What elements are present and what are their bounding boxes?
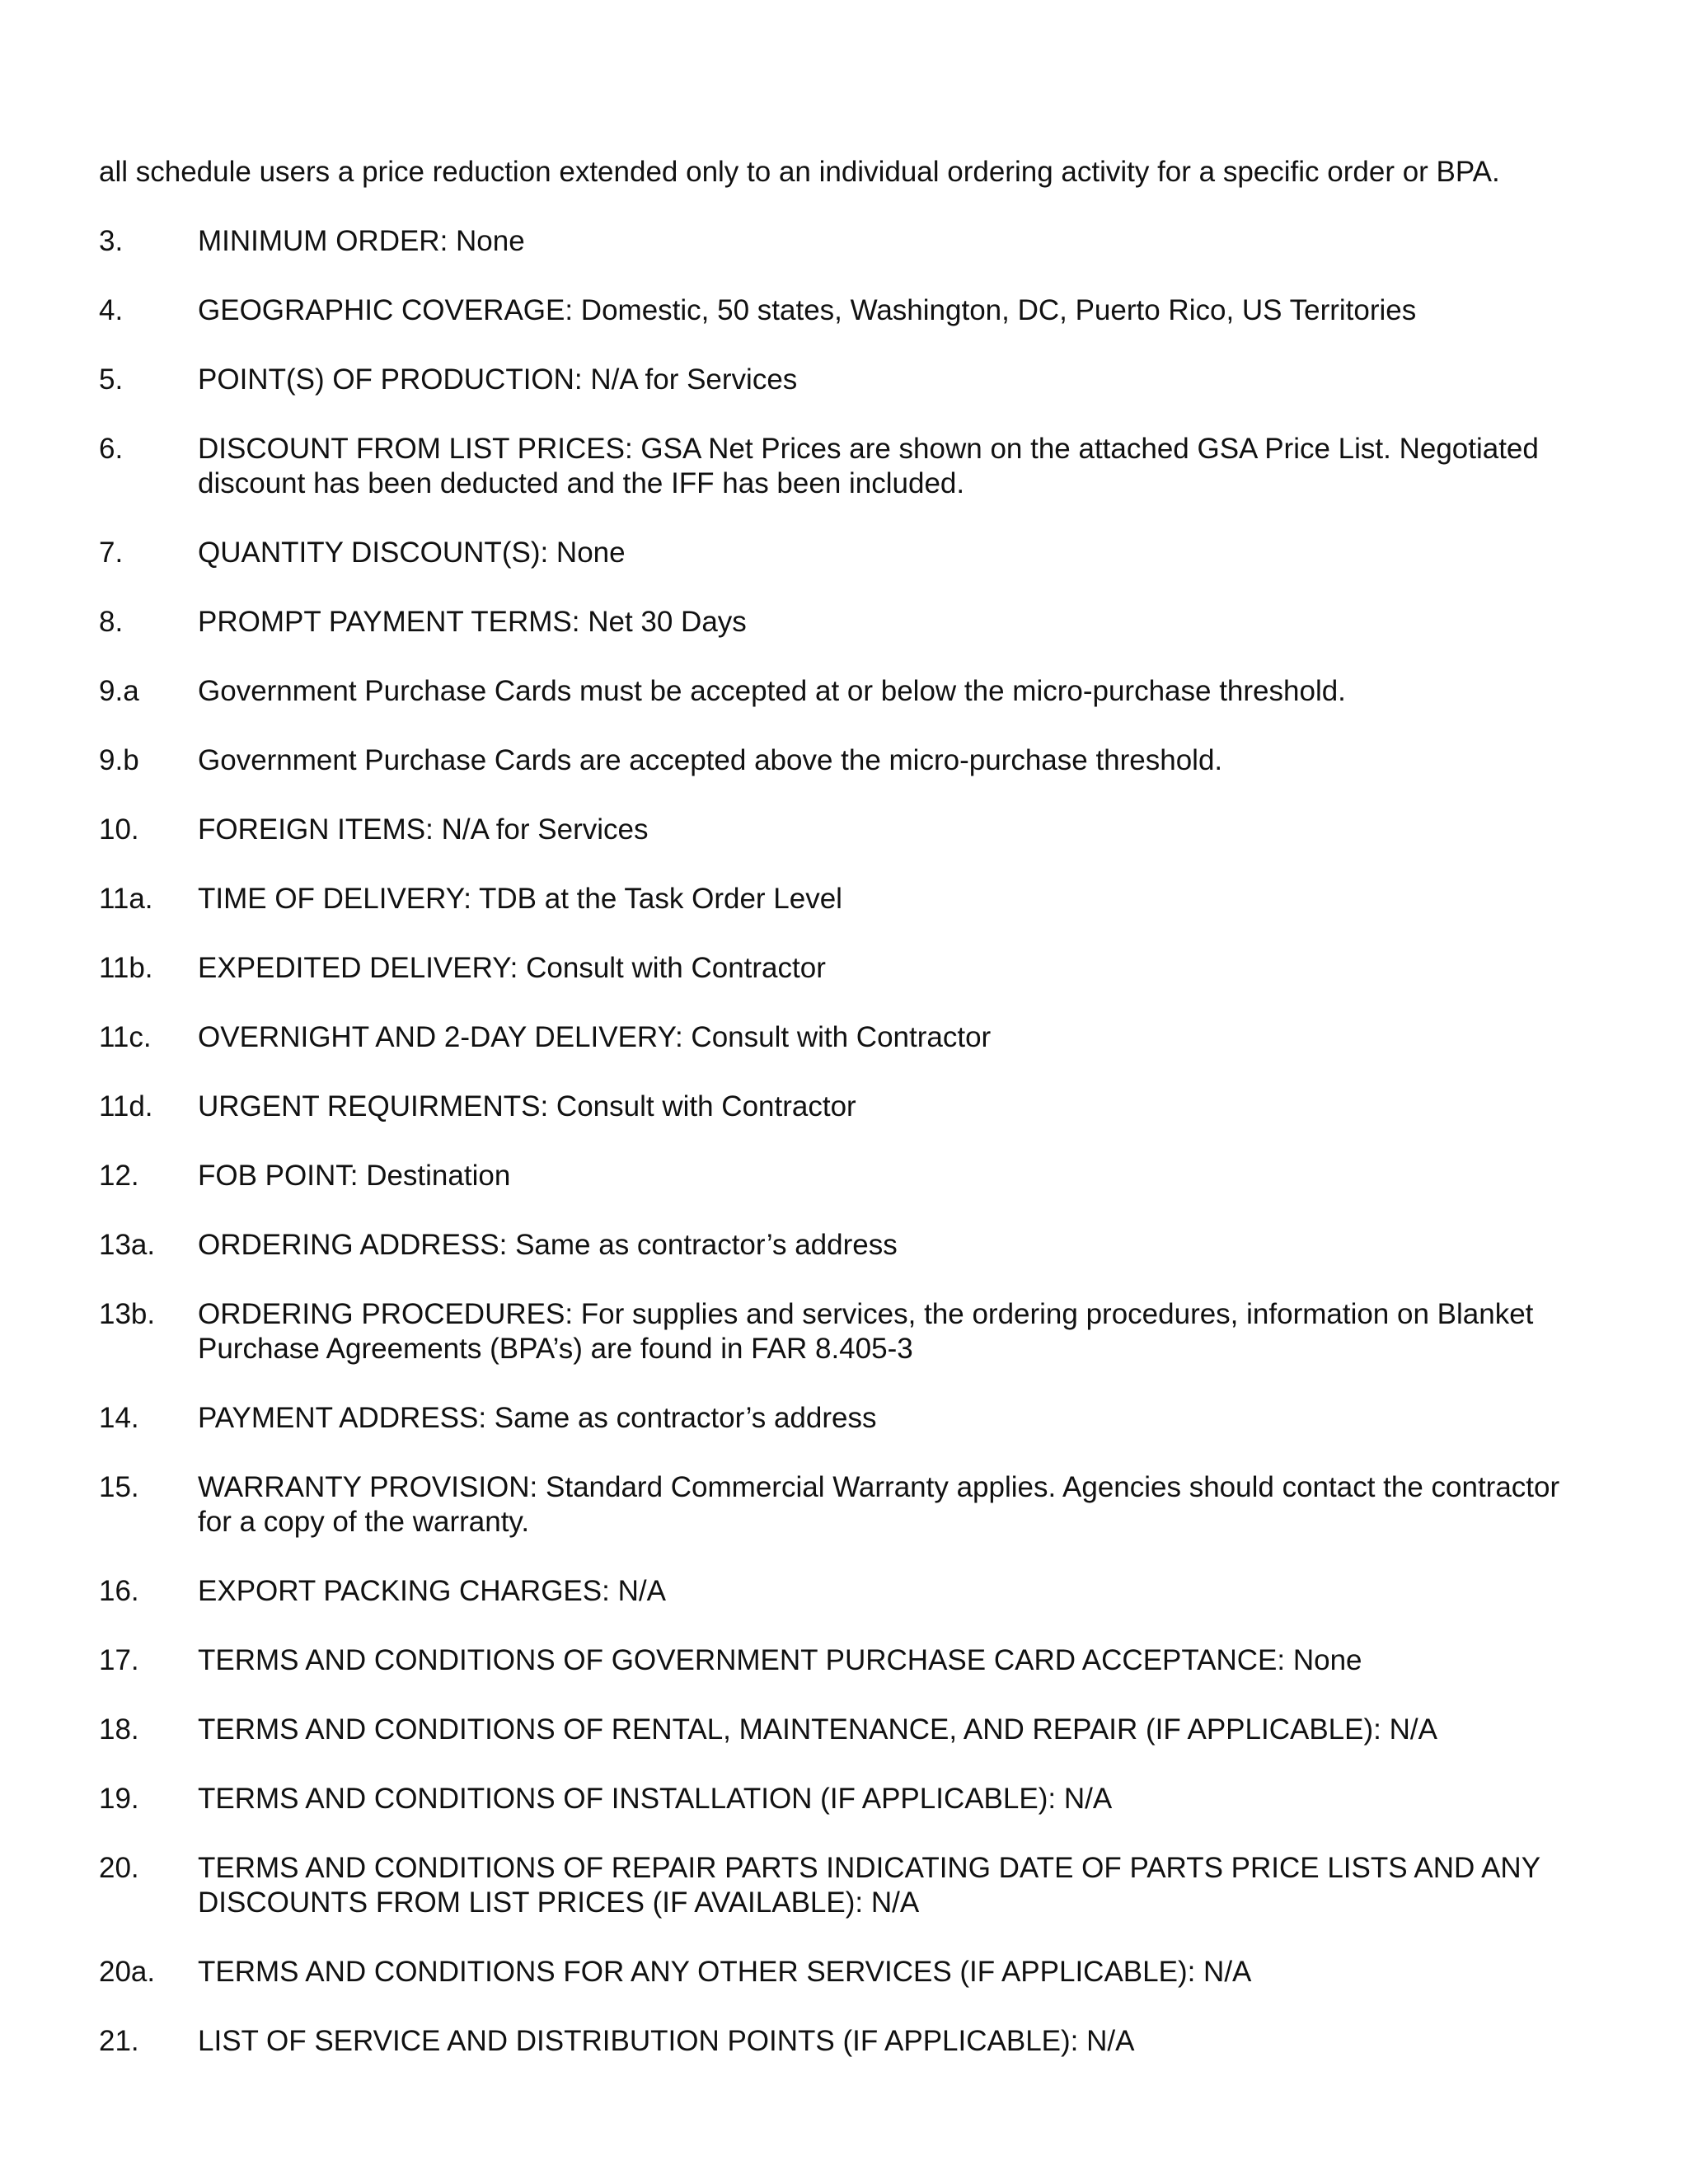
item-number: 8. — [99, 606, 124, 638]
item-text: DISCOUNT FROM LIST PRICES: GSA Net Prices are shown on the attached GSA Price List. Negotiated discount has been deducted and the IFF has been included. — [198, 433, 1539, 499]
list-item — [99, 1297, 1582, 1366]
item-text: FOB POINT: Destination — [198, 1160, 511, 1192]
item-text: TERMS AND CONDITIONS OF INSTALLATION (IF APPLICABLE): N/A — [198, 1783, 1113, 1815]
item-text: WARRANTY PROVISION: Standard Commercial Warranty applies. Agencies should contact the contractor for a copy of the warranty. — [198, 1471, 1560, 1538]
item-number: 21. — [99, 2025, 139, 2057]
item-number: 5. — [99, 363, 124, 396]
item-number: 12. — [99, 1160, 139, 1192]
list-item — [99, 2024, 1582, 2059]
list-item — [99, 1159, 1582, 1193]
item-number: 9.b — [99, 744, 139, 776]
item-number: 17. — [99, 1644, 139, 1676]
item-number: 15. — [99, 1471, 139, 1503]
item-text: EXPEDITED DELIVERY: Consult with Contractor — [198, 952, 826, 984]
item-number: 20. — [99, 1852, 139, 1884]
item-number: 11a. — [99, 883, 153, 915]
list-item — [99, 1851, 1582, 1920]
item-text: PAYMENT ADDRESS: Same as contractor’s address — [198, 1402, 877, 1434]
item-number: 11c. — [99, 1021, 152, 1053]
item-number: 13b. — [99, 1298, 156, 1330]
document-page — [99, 155, 1582, 2059]
list-item — [99, 605, 1582, 640]
item-text: GEOGRAPHIC COVERAGE: Domestic, 50 states, Washington, DC, Puerto Rico, US Territories — [198, 294, 1417, 326]
list-item — [99, 363, 1582, 397]
list-item — [99, 293, 1582, 328]
item-number: 10. — [99, 813, 139, 846]
item-number: 20a. — [99, 1956, 156, 1988]
item-number: 16. — [99, 1575, 139, 1607]
item-text: FOREIGN ITEMS: N/A for Services — [198, 813, 649, 846]
list-item — [99, 882, 1582, 916]
continued-paragraph: all schedule users a price reduction extended only to an individual ordering activity for a specific order or BPA. — [99, 156, 1500, 188]
item-text: Government Purchase Cards must be accepted at or below the micro-purchase threshold. — [198, 675, 1346, 707]
list-item — [99, 536, 1582, 570]
item-number: 7. — [99, 537, 124, 569]
list-item — [99, 1574, 1582, 1609]
list-item — [99, 951, 1582, 986]
list-item — [99, 1713, 1582, 1747]
item-number: 14. — [99, 1402, 139, 1434]
terms-list — [99, 224, 1582, 2059]
item-text: MINIMUM ORDER: None — [198, 225, 525, 257]
item-text: POINT(S) OF PRODUCTION: N/A for Services — [198, 363, 798, 396]
item-text: TERMS AND CONDITIONS FOR ANY OTHER SERVICES (IF APPLICABLE): N/A — [198, 1956, 1252, 1988]
list-item — [99, 1090, 1582, 1124]
list-item — [99, 1020, 1582, 1055]
item-text: TERMS AND CONDITIONS OF RENTAL, MAINTENANCE, AND REPAIR (IF APPLICABLE): N/A — [198, 1713, 1437, 1746]
item-number: 18. — [99, 1713, 139, 1746]
item-text: TERMS AND CONDITIONS OF REPAIR PARTS INDICATING DATE OF PARTS PRICE LISTS AND ANY DISCOUNTS FROM LIST PRICES (IF AVAILABLE): N/A — [198, 1852, 1540, 1919]
list-item — [99, 813, 1582, 847]
list-item — [99, 432, 1582, 501]
item-text: LIST OF SERVICE AND DISTRIBUTION POINTS (IF APPLICABLE): N/A — [198, 2025, 1135, 2057]
item-text: EXPORT PACKING CHARGES: N/A — [198, 1575, 666, 1607]
item-number: 3. — [99, 225, 124, 257]
item-number: 6. — [99, 433, 124, 465]
list-item — [99, 1470, 1582, 1540]
list-item — [99, 1782, 1582, 1816]
item-number: 9.a — [99, 675, 139, 707]
item-number: 13a. — [99, 1229, 156, 1261]
list-item — [99, 743, 1582, 778]
list-item — [99, 1955, 1582, 1990]
item-text: Government Purchase Cards are accepted above the micro-purchase threshold. — [198, 744, 1223, 776]
item-text: ORDERING ADDRESS: Same as contractor’s address — [198, 1229, 898, 1261]
item-text: URGENT REQUIRMENTS: Consult with Contractor — [198, 1090, 856, 1122]
item-text: TIME OF DELIVERY: TDB at the Task Order Level — [198, 883, 842, 915]
list-item — [99, 1643, 1582, 1678]
list-item — [99, 1228, 1582, 1263]
list-item — [99, 1401, 1582, 1436]
item-text: QUANTITY DISCOUNT(S): None — [198, 537, 626, 569]
item-number: 11b. — [99, 952, 153, 984]
item-number: 19. — [99, 1783, 139, 1815]
list-item — [99, 674, 1582, 709]
item-text: PROMPT PAYMENT TERMS: Net 30 Days — [198, 606, 747, 638]
item-text: OVERNIGHT AND 2-DAY DELIVERY: Consult with Contractor — [198, 1021, 992, 1053]
list-item — [99, 224, 1582, 259]
item-text: TERMS AND CONDITIONS OF GOVERNMENT PURCHASE CARD ACCEPTANCE: None — [198, 1644, 1362, 1676]
item-text: ORDERING PROCEDURES: For supplies and services, the ordering procedures, information on Blanket Purchase Agreements (BPA’s) are found in FAR 8.405-3 — [198, 1298, 1534, 1365]
item-number: 4. — [99, 294, 124, 326]
item-number: 11d. — [99, 1090, 153, 1122]
